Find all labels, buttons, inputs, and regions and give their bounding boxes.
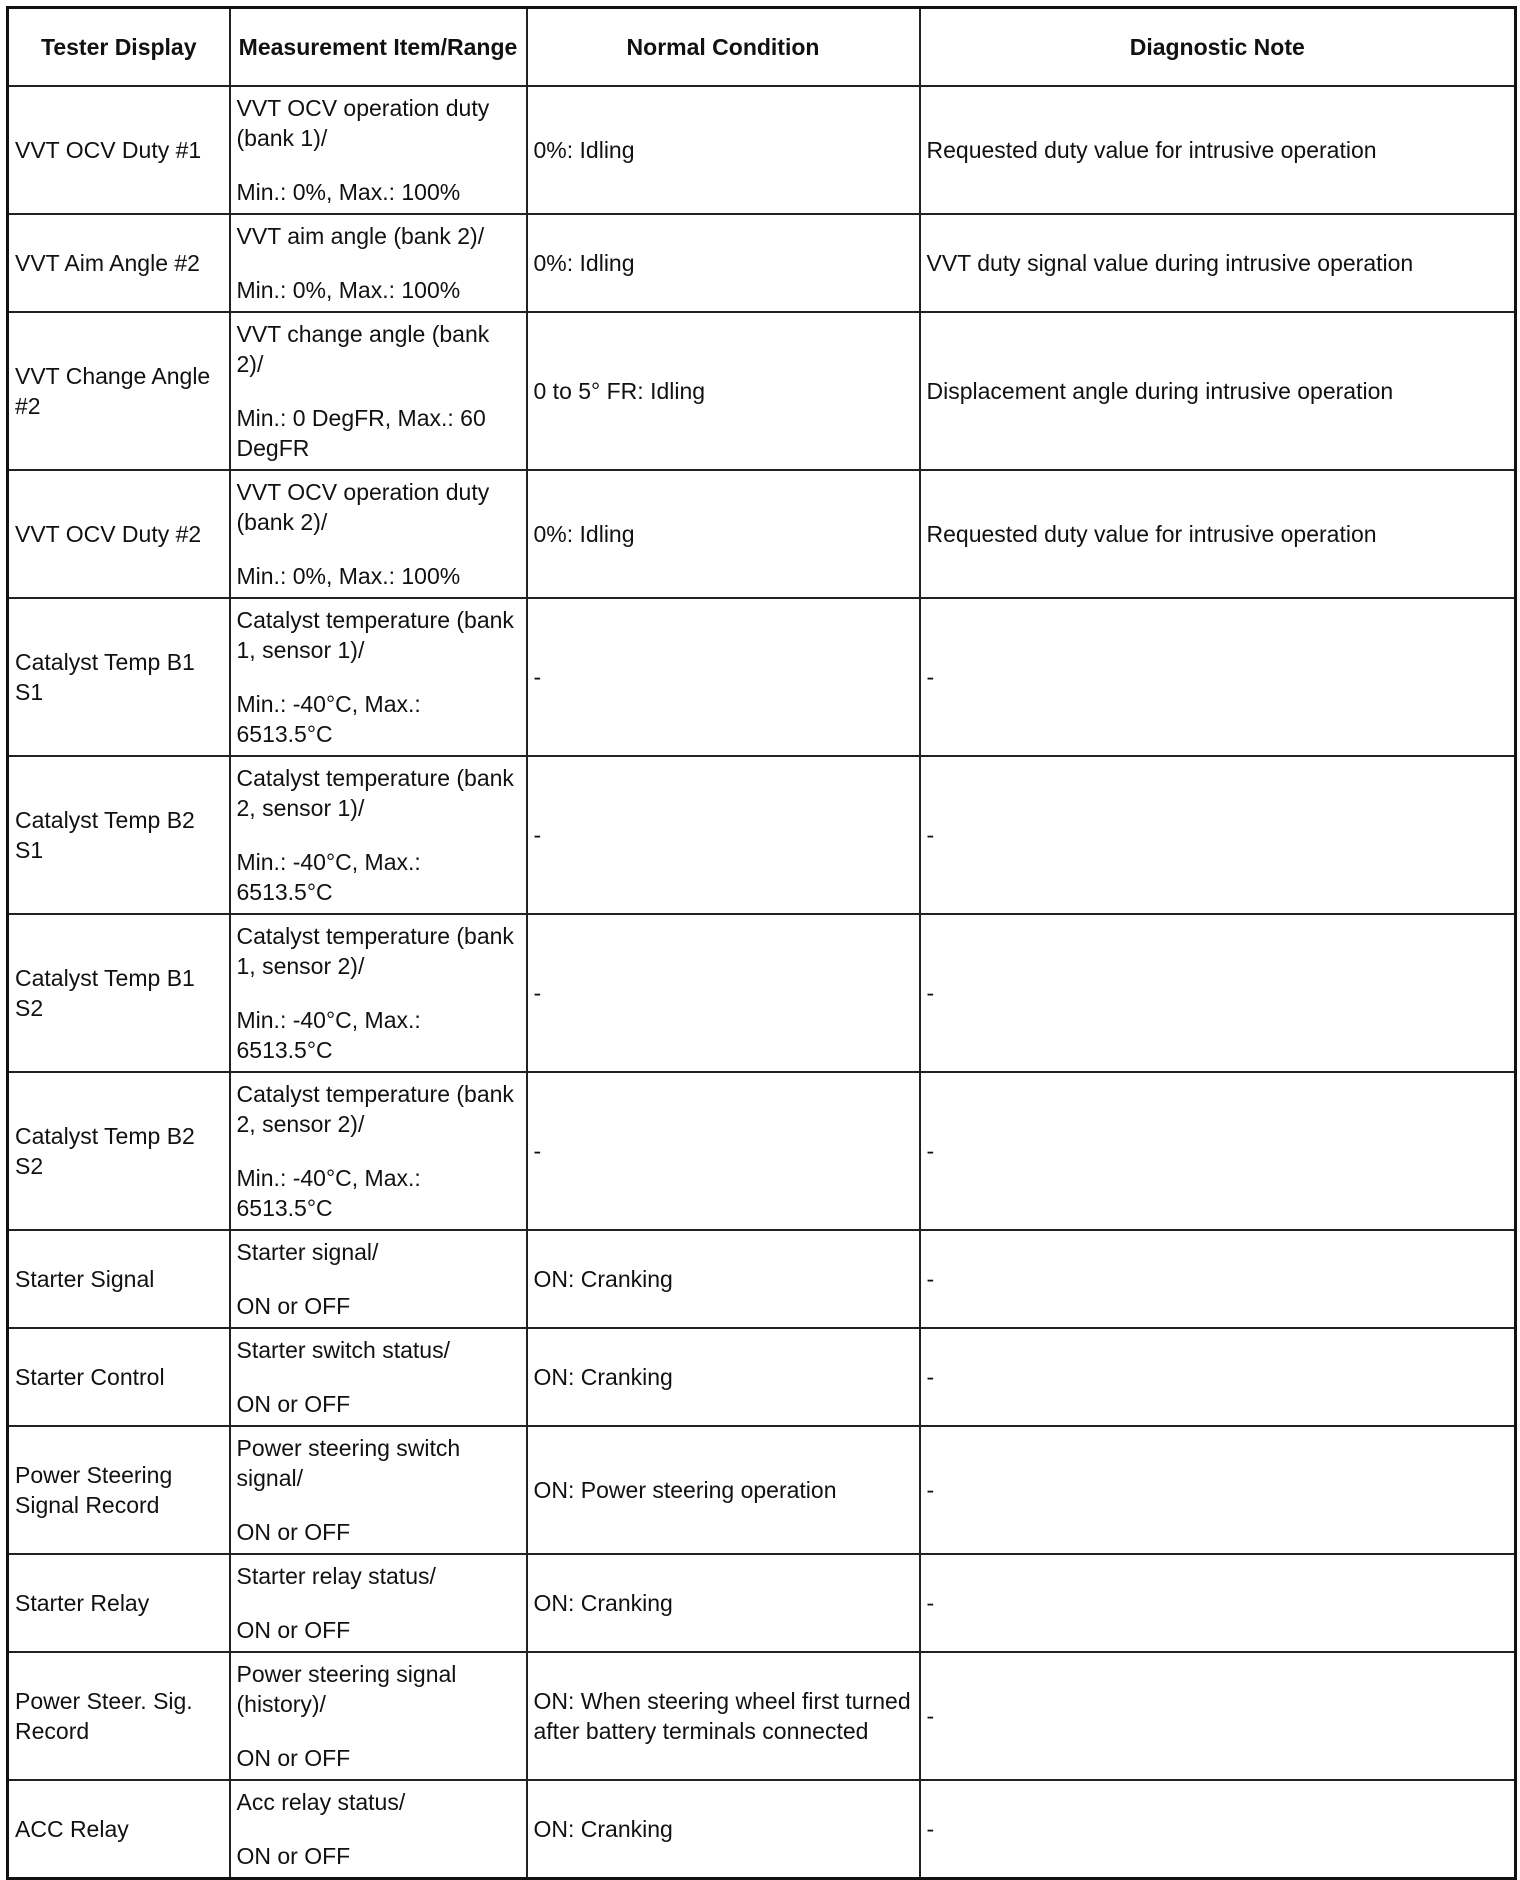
normal-condition-cell: 0 to 5° FR: Idling [527,312,920,470]
measurement-range: Min.: -40°C, Max.: 6513.5°C [236,849,421,905]
diagnostic-note-cell: - [920,914,1516,1072]
diagnostic-note-cell: Displacement angle during intrusive operation [920,312,1516,470]
table-row [8,1072,1516,1230]
measurement-item: Starter switch status/ [236,1337,450,1363]
measurement-cell [230,914,527,1072]
table-row [8,86,1516,214]
normal-condition-cell: ON: Power steering operation [527,1426,920,1554]
table-row [8,1554,1516,1652]
tester-display-cell: VVT Aim Angle #2 [8,214,230,312]
table-row [8,1780,1516,1878]
measurement-item: Catalyst temperature (bank 1, sensor 2)/ [236,923,514,979]
measurement-cell [230,1554,527,1652]
measurement-range: Min.: 0%, Max.: 100% [236,277,461,303]
measurement-cell [230,312,527,470]
normal-condition-cell: ON: When steering wheel first turned after battery terminals connected [527,1652,920,1780]
normal-condition-cell: ON: Cranking [527,1780,920,1878]
measurement-cell [230,86,527,214]
table-row [8,1230,1516,1328]
normal-condition-cell: ON: Cranking [527,1554,920,1652]
tester-display-cell: ACC Relay [8,1780,230,1878]
tester-display-cell: VVT OCV Duty #2 [8,470,230,598]
normal-condition-cell: 0%: Idling [527,86,920,214]
measurement-item: VVT OCV operation duty (bank 1)/ [236,95,490,151]
measurement-cell [230,1426,527,1554]
diagnostic-note-cell: - [920,1230,1516,1328]
measurement-cell [230,1780,527,1878]
measurement-item: Starter signal/ [236,1239,379,1265]
header-diagnostic-note: Diagnostic Note [920,8,1516,87]
diagnostic-note-cell: - [920,1426,1516,1554]
table-row [8,1328,1516,1426]
diagnostic-note-cell: VVT duty signal value during intrusive operation [920,214,1516,312]
measurement-range: ON or OFF [236,1293,351,1319]
header-normal-condition: Normal Condition [527,8,920,87]
diagnostic-note-cell: - [920,1652,1516,1780]
diagnostic-data-table [6,6,1517,1880]
measurement-range: ON or OFF [236,1391,351,1417]
normal-condition-cell: ON: Cranking [527,1328,920,1426]
diagnostic-note-cell: - [920,598,1516,756]
normal-condition-cell: 0%: Idling [527,214,920,312]
measurement-cell [230,1328,527,1426]
measurement-range: Min.: -40°C, Max.: 6513.5°C [236,1165,421,1221]
measurement-range: Min.: 0 DegFR, Max.: 60 DegFR [236,405,486,461]
measurement-range: Min.: -40°C, Max.: 6513.5°C [236,1007,421,1063]
measurement-item: Power steering switch signal/ [236,1435,461,1491]
normal-condition-cell: - [527,598,920,756]
measurement-cell [230,1652,527,1780]
measurement-range: Min.: 0%, Max.: 100% [236,179,461,205]
diagnostic-note-cell: - [920,1072,1516,1230]
diagnostic-note-cell: - [920,1780,1516,1878]
measurement-item: Catalyst temperature (bank 2, sensor 2)/ [236,1081,514,1137]
measurement-range: ON or OFF [236,1617,351,1643]
table-row [8,312,1516,470]
tester-display-cell: Catalyst Temp B2 S2 [8,1072,230,1230]
tester-display-cell: Power Steering Signal Record [8,1426,230,1554]
header-tester-display: Tester Display [8,8,230,87]
tester-display-cell: Catalyst Temp B2 S1 [8,756,230,914]
measurement-item: Power steering signal (history)/ [236,1661,457,1717]
table-row [8,598,1516,756]
measurement-item: Catalyst temperature (bank 2, sensor 1)/ [236,765,514,821]
tester-display-cell: Catalyst Temp B1 S2 [8,914,230,1072]
normal-condition-cell: - [527,914,920,1072]
table-row [8,756,1516,914]
tester-display-cell: Starter Control [8,1328,230,1426]
tester-display-cell: VVT Change Angle #2 [8,312,230,470]
measurement-item: Catalyst temperature (bank 1, sensor 1)/ [236,607,514,663]
diagnostic-note-cell: - [920,756,1516,914]
measurement-cell [230,756,527,914]
measurement-range: ON or OFF [236,1519,351,1545]
measurement-item: VVT OCV operation duty (bank 2)/ [236,479,490,535]
measurement-item: VVT change angle (bank 2)/ [236,321,490,377]
measurement-item: Starter relay status/ [236,1563,436,1589]
measurement-range: ON or OFF [236,1745,351,1771]
header-row [8,8,1516,87]
measurement-range: ON or OFF [236,1842,351,1869]
normal-condition-cell: - [527,1072,920,1230]
table-row [8,1426,1516,1554]
table-row [8,914,1516,1072]
measurement-item: Acc relay status/ [236,1788,406,1815]
measurement-range: Min.: -40°C, Max.: 6513.5°C [236,691,421,747]
tester-display-cell: Catalyst Temp B1 S1 [8,598,230,756]
measurement-range: Min.: 0%, Max.: 100% [236,563,461,589]
measurement-cell [230,598,527,756]
measurement-cell [230,1230,527,1328]
measurement-item: VVT aim angle (bank 2)/ [236,223,485,249]
table-row [8,470,1516,598]
tester-display-cell: Starter Signal [8,1230,230,1328]
header-measurement-item-range: Measurement Item/Range [230,8,527,87]
normal-condition-cell: 0%: Idling [527,470,920,598]
normal-condition-cell: ON: Cranking [527,1230,920,1328]
diagnostic-note-cell: - [920,1328,1516,1426]
diagnostic-note-cell: - [920,1554,1516,1652]
table-row [8,214,1516,312]
measurement-cell [230,214,527,312]
tester-display-cell: VVT OCV Duty #1 [8,86,230,214]
tester-display-cell: Power Steer. Sig. Record [8,1652,230,1780]
table-row [8,1652,1516,1780]
diagnostic-note-cell: Requested duty value for intrusive operation [920,86,1516,214]
normal-condition-cell: - [527,756,920,914]
measurement-cell [230,470,527,598]
tester-display-cell: Starter Relay [8,1554,230,1652]
measurement-cell [230,1072,527,1230]
diagnostic-note-cell: Requested duty value for intrusive operation [920,470,1516,598]
